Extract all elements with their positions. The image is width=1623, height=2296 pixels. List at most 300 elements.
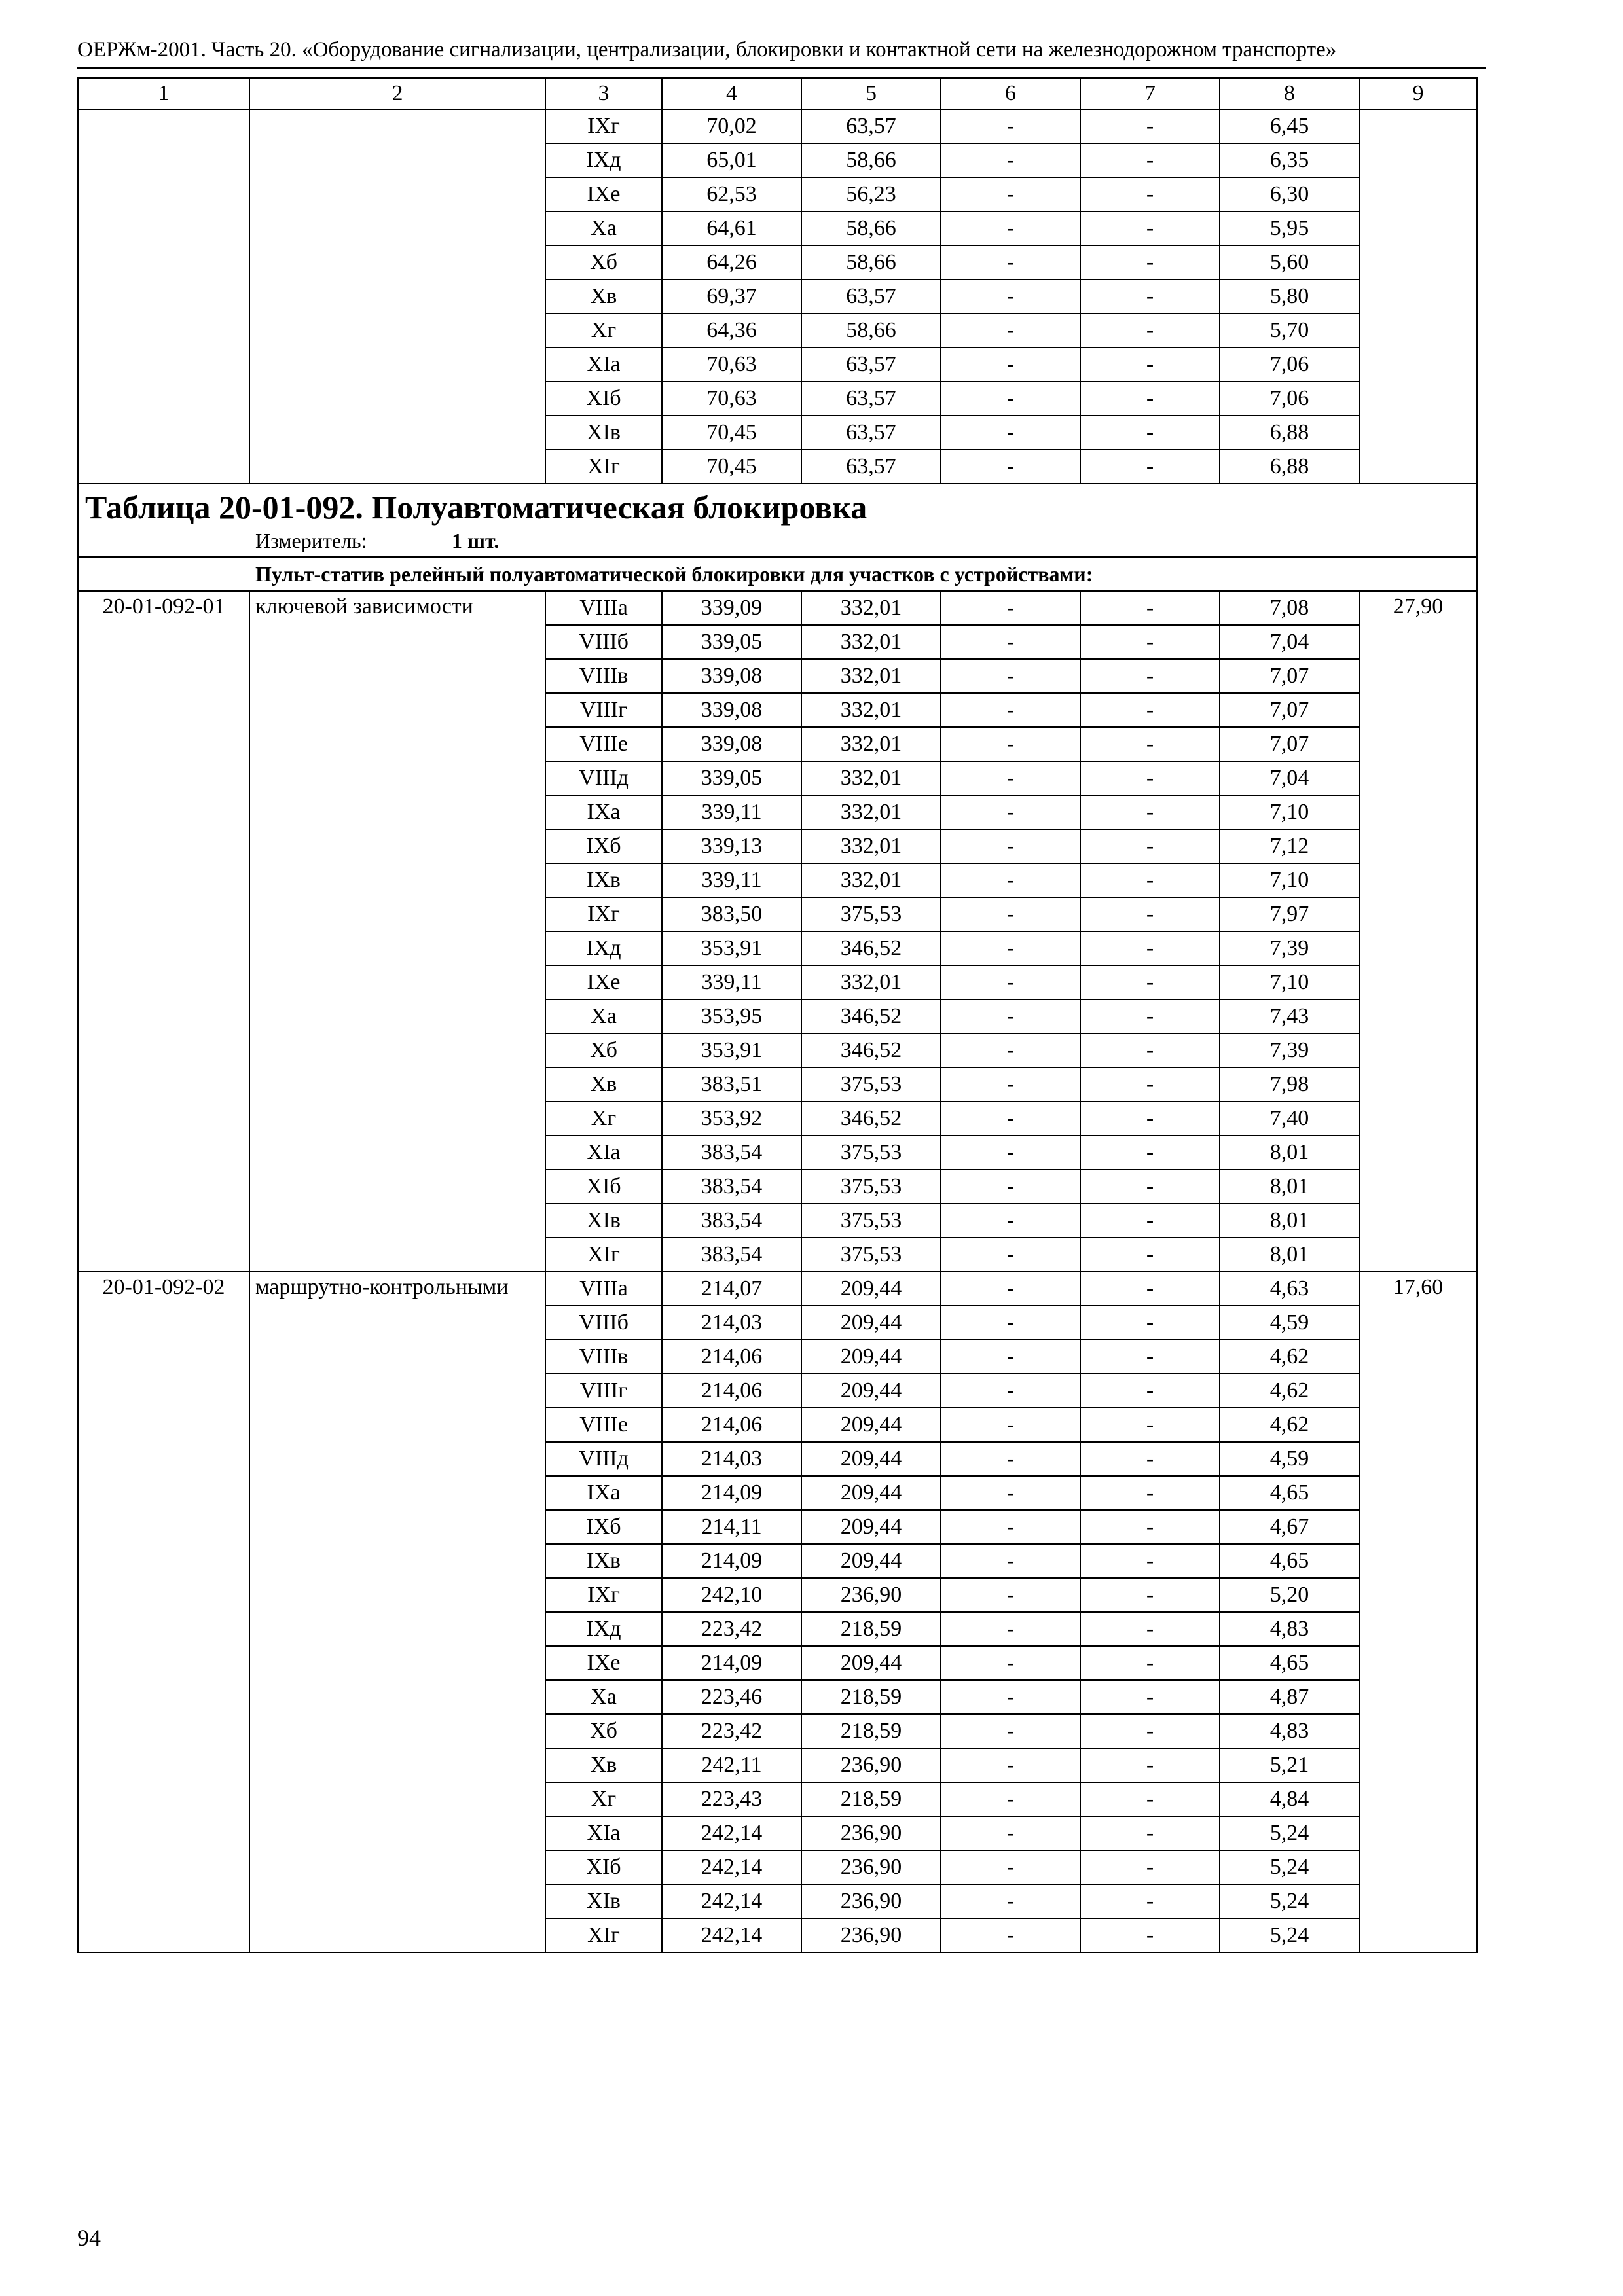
machine-cost-cell: - (941, 450, 1080, 484)
driver-wage-cell: - (1080, 1306, 1220, 1340)
materials-cell: 7,06 (1220, 348, 1359, 382)
labor-cost-cell: 332,01 (801, 795, 941, 829)
materials-cell: 8,01 (1220, 1170, 1359, 1204)
machine-cost-cell: - (941, 625, 1080, 659)
rate-group-cell: XIг (545, 1918, 662, 1952)
machine-cost-cell: - (941, 1033, 1080, 1067)
rate-group-cell: VIIIа (545, 1272, 662, 1306)
machine-cost-cell: - (941, 1238, 1080, 1272)
machine-cost-cell: - (941, 1170, 1080, 1204)
labor-cost-cell: 209,44 (801, 1374, 941, 1408)
materials-cell: 7,40 (1220, 1102, 1359, 1136)
rate-group-cell: IXд (545, 931, 662, 965)
machine-cost-cell: - (941, 727, 1080, 761)
column-number-cell: 3 (545, 78, 662, 109)
direct-costs-cell: 64,36 (662, 314, 801, 348)
rate-group-cell: Xа (545, 999, 662, 1033)
driver-wage-cell: - (1080, 416, 1220, 450)
materials-cell: 4,65 (1220, 1646, 1359, 1680)
machine-cost-cell: - (941, 1408, 1080, 1442)
direct-costs-cell: 383,54 (662, 1204, 801, 1238)
driver-wage-cell: - (1080, 1714, 1220, 1748)
direct-costs-cell: 242,14 (662, 1816, 801, 1850)
machine-cost-cell: - (941, 1067, 1080, 1102)
rate-group-cell: Xб (545, 1033, 662, 1067)
driver-wage-cell: - (1080, 1680, 1220, 1714)
rate-group-cell: IXг (545, 1578, 662, 1612)
driver-wage-cell: - (1080, 1204, 1220, 1238)
machine-cost-cell: - (941, 1204, 1080, 1238)
driver-wage-cell: - (1080, 1476, 1220, 1510)
materials-cell: 6,30 (1220, 177, 1359, 211)
labor-cost-cell: 236,90 (801, 1850, 941, 1884)
driver-wage-cell: - (1080, 1884, 1220, 1918)
driver-wage-cell: - (1080, 1102, 1220, 1136)
column-number-cell: 1 (78, 78, 249, 109)
total-cell (1359, 109, 1477, 484)
materials-cell: 7,10 (1220, 863, 1359, 897)
rate-group-cell: VIIIд (545, 1442, 662, 1476)
machine-cost-cell: - (941, 1544, 1080, 1578)
labor-cost-cell: 332,01 (801, 591, 941, 625)
driver-wage-cell: - (1080, 177, 1220, 211)
labor-cost-cell: 58,66 (801, 245, 941, 279)
materials-cell: 4,83 (1220, 1714, 1359, 1748)
direct-costs-cell: 339,11 (662, 965, 801, 999)
driver-wage-cell: - (1080, 143, 1220, 177)
column-number-cell: 2 (249, 78, 545, 109)
labor-cost-cell: 63,57 (801, 348, 941, 382)
labor-cost-cell: 209,44 (801, 1408, 941, 1442)
materials-cell: 7,07 (1220, 659, 1359, 693)
rate-group-cell: VIIIв (545, 659, 662, 693)
materials-cell: 5,24 (1220, 1918, 1359, 1952)
machine-cost-cell: - (941, 1646, 1080, 1680)
driver-wage-cell: - (1080, 279, 1220, 314)
machine-cost-cell: - (941, 761, 1080, 795)
labor-cost-cell: 209,44 (801, 1442, 941, 1476)
direct-costs-cell: 214,06 (662, 1408, 801, 1442)
labor-cost-cell: 332,01 (801, 829, 941, 863)
rate-group-cell: Xг (545, 1102, 662, 1136)
code-cell: 20-01-092-02 (78, 1272, 249, 1952)
machine-cost-cell: - (941, 1782, 1080, 1816)
machine-cost-cell: - (941, 1816, 1080, 1850)
estimate-table-wrapper (77, 77, 1478, 1953)
driver-wage-cell: - (1080, 829, 1220, 863)
labor-cost-cell: 332,01 (801, 727, 941, 761)
rate-group-cell: XIб (545, 1850, 662, 1884)
direct-costs-cell: 353,92 (662, 1102, 801, 1136)
machine-cost-cell: - (941, 314, 1080, 348)
rate-group-cell: Xб (545, 1714, 662, 1748)
materials-cell: 5,24 (1220, 1850, 1359, 1884)
total-cell: 27,90 (1359, 591, 1477, 1272)
rate-group-cell: VIIIе (545, 727, 662, 761)
direct-costs-cell: 214,09 (662, 1544, 801, 1578)
direct-costs-cell: 242,11 (662, 1748, 801, 1782)
materials-cell: 8,01 (1220, 1204, 1359, 1238)
materials-cell: 7,43 (1220, 999, 1359, 1033)
machine-cost-cell: - (941, 177, 1080, 211)
labor-cost-cell: 375,53 (801, 1238, 941, 1272)
materials-cell: 4,62 (1220, 1340, 1359, 1374)
direct-costs-cell: 383,54 (662, 1238, 801, 1272)
labor-cost-cell: 63,57 (801, 109, 941, 143)
machine-cost-cell: - (941, 1578, 1080, 1612)
rate-group-cell: VIIIб (545, 625, 662, 659)
rate-group-cell: Xа (545, 211, 662, 245)
materials-cell: 4,62 (1220, 1408, 1359, 1442)
materials-cell: 7,10 (1220, 795, 1359, 829)
rate-group-cell: VIIIа (545, 591, 662, 625)
materials-cell: 8,01 (1220, 1238, 1359, 1272)
materials-cell: 4,59 (1220, 1306, 1359, 1340)
direct-costs-cell: 70,63 (662, 382, 801, 416)
rate-group-cell: Xб (545, 245, 662, 279)
machine-cost-cell: - (941, 279, 1080, 314)
materials-cell: 4,84 (1220, 1782, 1359, 1816)
labor-cost-cell: 58,66 (801, 314, 941, 348)
rate-group-cell: XIв (545, 416, 662, 450)
machine-cost-cell: - (941, 863, 1080, 897)
direct-costs-cell: 70,45 (662, 450, 801, 484)
rate-group-cell: VIIIг (545, 1374, 662, 1408)
rate-group-cell: VIIIб (545, 1306, 662, 1340)
driver-wage-cell: - (1080, 1374, 1220, 1408)
driver-wage-cell: - (1080, 761, 1220, 795)
machine-cost-cell: - (941, 211, 1080, 245)
driver-wage-cell: - (1080, 1850, 1220, 1884)
code-cell (78, 109, 249, 484)
materials-cell: 6,88 (1220, 416, 1359, 450)
materials-cell: 4,63 (1220, 1272, 1359, 1306)
driver-wage-cell: - (1080, 591, 1220, 625)
materials-cell: 4,83 (1220, 1612, 1359, 1646)
direct-costs-cell: 339,08 (662, 659, 801, 693)
labor-cost-cell: 209,44 (801, 1272, 941, 1306)
machine-cost-cell: - (941, 1340, 1080, 1374)
machine-cost-cell: - (941, 1272, 1080, 1306)
driver-wage-cell: - (1080, 1067, 1220, 1102)
driver-wage-cell: - (1080, 211, 1220, 245)
rate-group-cell: IXе (545, 1646, 662, 1680)
rate-group-cell: IXб (545, 1510, 662, 1544)
rate-group-cell: Xг (545, 1782, 662, 1816)
rate-group-cell: IXе (545, 177, 662, 211)
machine-cost-cell: - (941, 659, 1080, 693)
rate-group-cell: XIв (545, 1204, 662, 1238)
direct-costs-cell: 69,37 (662, 279, 801, 314)
direct-costs-cell: 214,03 (662, 1442, 801, 1476)
rate-group-cell: VIIIд (545, 761, 662, 795)
name-cell (249, 109, 545, 484)
labor-cost-cell: 375,53 (801, 1067, 941, 1102)
direct-costs-cell: 223,42 (662, 1714, 801, 1748)
labor-cost-cell: 218,59 (801, 1782, 941, 1816)
rate-group-cell: IXв (545, 1544, 662, 1578)
labor-cost-cell: 375,53 (801, 1170, 941, 1204)
rate-group-cell: IXд (545, 143, 662, 177)
labor-cost-cell: 332,01 (801, 965, 941, 999)
page-number: 94 (77, 2225, 101, 2251)
driver-wage-cell: - (1080, 1578, 1220, 1612)
materials-cell: 5,24 (1220, 1816, 1359, 1850)
machine-cost-cell: - (941, 1850, 1080, 1884)
machine-cost-cell: - (941, 693, 1080, 727)
materials-cell: 6,88 (1220, 450, 1359, 484)
direct-costs-cell: 214,06 (662, 1374, 801, 1408)
column-number-cell: 7 (1080, 78, 1220, 109)
direct-costs-cell: 70,45 (662, 416, 801, 450)
rate-group-cell: VIIIг (545, 693, 662, 727)
labor-cost-cell: 332,01 (801, 659, 941, 693)
table-title: Таблица 20-01-092. Полуавтоматическая блокировка (85, 489, 867, 526)
direct-costs-cell: 62,53 (662, 177, 801, 211)
rate-group-cell: Xв (545, 1067, 662, 1102)
labor-cost-cell: 375,53 (801, 1136, 941, 1170)
materials-cell: 7,04 (1220, 625, 1359, 659)
rate-group-cell: XIа (545, 1136, 662, 1170)
direct-costs-cell: 214,03 (662, 1306, 801, 1340)
driver-wage-cell: - (1080, 897, 1220, 931)
machine-cost-cell: - (941, 1680, 1080, 1714)
driver-wage-cell: - (1080, 450, 1220, 484)
machine-cost-cell: - (941, 897, 1080, 931)
machine-cost-cell: - (941, 1714, 1080, 1748)
labor-cost-cell: 375,53 (801, 897, 941, 931)
direct-costs-cell: 242,14 (662, 1850, 801, 1884)
materials-cell: 7,07 (1220, 727, 1359, 761)
driver-wage-cell: - (1080, 1170, 1220, 1204)
labor-cost-cell: 332,01 (801, 761, 941, 795)
direct-costs-cell: 339,11 (662, 795, 801, 829)
direct-costs-cell: 353,91 (662, 931, 801, 965)
name-cell: ключевой зависимости (249, 591, 545, 1272)
materials-cell: 7,04 (1220, 761, 1359, 795)
direct-costs-cell: 214,06 (662, 1340, 801, 1374)
table-row (78, 1272, 1477, 1306)
materials-cell: 4,67 (1220, 1510, 1359, 1544)
driver-wage-cell: - (1080, 1918, 1220, 1952)
labor-cost-cell: 63,57 (801, 279, 941, 314)
machine-cost-cell: - (941, 931, 1080, 965)
materials-cell: 4,62 (1220, 1374, 1359, 1408)
materials-cell: 7,98 (1220, 1067, 1359, 1102)
labor-cost-cell: 346,52 (801, 1033, 941, 1067)
machine-cost-cell: - (941, 245, 1080, 279)
driver-wage-cell: - (1080, 314, 1220, 348)
machine-cost-cell: - (941, 1510, 1080, 1544)
code-cell: 20-01-092-01 (78, 591, 249, 1272)
driver-wage-cell: - (1080, 659, 1220, 693)
direct-costs-cell: 339,05 (662, 625, 801, 659)
rate-group-cell: Xг (545, 314, 662, 348)
direct-costs-cell: 70,63 (662, 348, 801, 382)
machine-cost-cell: - (941, 1884, 1080, 1918)
direct-costs-cell: 339,08 (662, 693, 801, 727)
rate-group-cell: Xв (545, 279, 662, 314)
driver-wage-cell: - (1080, 1033, 1220, 1067)
column-number-cell: 6 (941, 78, 1080, 109)
direct-costs-cell: 64,61 (662, 211, 801, 245)
labor-cost-cell: 218,59 (801, 1680, 941, 1714)
driver-wage-cell: - (1080, 109, 1220, 143)
direct-costs-cell: 383,51 (662, 1067, 801, 1102)
materials-cell: 7,39 (1220, 931, 1359, 965)
labor-cost-cell: 332,01 (801, 693, 941, 727)
machine-cost-cell: - (941, 1374, 1080, 1408)
driver-wage-cell: - (1080, 1442, 1220, 1476)
machine-cost-cell: - (941, 382, 1080, 416)
materials-cell: 5,21 (1220, 1748, 1359, 1782)
labor-cost-cell: 209,44 (801, 1544, 941, 1578)
direct-costs-cell: 223,42 (662, 1612, 801, 1646)
machine-cost-cell: - (941, 1476, 1080, 1510)
labor-cost-cell: 236,90 (801, 1578, 941, 1612)
materials-cell: 7,39 (1220, 1033, 1359, 1067)
driver-wage-cell: - (1080, 693, 1220, 727)
labor-cost-cell: 346,52 (801, 999, 941, 1033)
rate-group-cell: XIв (545, 1884, 662, 1918)
column-number-row (78, 78, 1477, 109)
driver-wage-cell: - (1080, 1816, 1220, 1850)
machine-cost-cell: - (941, 143, 1080, 177)
table-row (78, 591, 1477, 625)
machine-cost-cell: - (941, 1306, 1080, 1340)
machine-cost-cell: - (941, 416, 1080, 450)
direct-costs-cell: 339,05 (662, 761, 801, 795)
machine-cost-cell: - (941, 591, 1080, 625)
materials-cell: 5,20 (1220, 1578, 1359, 1612)
direct-costs-cell: 223,46 (662, 1680, 801, 1714)
unit-line (85, 528, 1474, 556)
driver-wage-cell: - (1080, 382, 1220, 416)
machine-cost-cell: - (941, 109, 1080, 143)
direct-costs-cell: 353,91 (662, 1033, 801, 1067)
materials-cell: 5,95 (1220, 211, 1359, 245)
machine-cost-cell: - (941, 795, 1080, 829)
direct-costs-cell: 242,10 (662, 1578, 801, 1612)
machine-cost-cell: - (941, 1748, 1080, 1782)
machine-cost-cell: - (941, 1136, 1080, 1170)
materials-cell: 4,59 (1220, 1442, 1359, 1476)
table-body (78, 78, 1477, 1952)
materials-cell: 5,70 (1220, 314, 1359, 348)
machine-cost-cell: - (941, 999, 1080, 1033)
direct-costs-cell: 339,13 (662, 829, 801, 863)
labor-cost-cell: 209,44 (801, 1476, 941, 1510)
direct-costs-cell: 214,07 (662, 1272, 801, 1306)
labor-cost-cell: 236,90 (801, 1816, 941, 1850)
rate-group-cell: Xв (545, 1748, 662, 1782)
labor-cost-cell: 63,57 (801, 450, 941, 484)
materials-cell: 7,12 (1220, 829, 1359, 863)
estimate-table (77, 77, 1478, 1953)
rate-group-cell: IXа (545, 795, 662, 829)
column-number-cell: 5 (801, 78, 941, 109)
direct-costs-cell: 339,11 (662, 863, 801, 897)
direct-costs-cell: 339,08 (662, 727, 801, 761)
materials-cell: 6,45 (1220, 109, 1359, 143)
machine-cost-cell: - (941, 1442, 1080, 1476)
rate-group-cell: IXе (545, 965, 662, 999)
column-number-cell: 9 (1359, 78, 1477, 109)
name-cell: маршрутно-контрольными (249, 1272, 545, 1952)
materials-cell: 5,60 (1220, 245, 1359, 279)
labor-cost-cell: 56,23 (801, 177, 941, 211)
total-cell: 17,60 (1359, 1272, 1477, 1952)
driver-wage-cell: - (1080, 1544, 1220, 1578)
rate-group-cell: IXг (545, 109, 662, 143)
materials-cell: 7,08 (1220, 591, 1359, 625)
labor-cost-cell: 209,44 (801, 1306, 941, 1340)
materials-cell: 4,65 (1220, 1476, 1359, 1510)
rate-group-cell: Xа (545, 1680, 662, 1714)
materials-cell: 5,80 (1220, 279, 1359, 314)
driver-wage-cell: - (1080, 625, 1220, 659)
driver-wage-cell: - (1080, 348, 1220, 382)
labor-cost-cell: 63,57 (801, 416, 941, 450)
materials-cell: 8,01 (1220, 1136, 1359, 1170)
driver-wage-cell: - (1080, 1272, 1220, 1306)
driver-wage-cell: - (1080, 931, 1220, 965)
rate-group-cell: IXа (545, 1476, 662, 1510)
materials-cell: 5,24 (1220, 1884, 1359, 1918)
labor-cost-cell: 346,52 (801, 931, 941, 965)
materials-cell: 7,97 (1220, 897, 1359, 931)
driver-wage-cell: - (1080, 245, 1220, 279)
direct-costs-cell: 70,02 (662, 109, 801, 143)
rate-group-cell: IXв (545, 863, 662, 897)
column-number-cell: 4 (662, 78, 801, 109)
driver-wage-cell: - (1080, 727, 1220, 761)
labor-cost-cell: 209,44 (801, 1510, 941, 1544)
driver-wage-cell: - (1080, 1510, 1220, 1544)
labor-cost-cell: 209,44 (801, 1340, 941, 1374)
driver-wage-cell: - (1080, 1340, 1220, 1374)
labor-cost-cell: 209,44 (801, 1646, 941, 1680)
direct-costs-cell: 64,26 (662, 245, 801, 279)
labor-cost-cell: 218,59 (801, 1612, 941, 1646)
machine-cost-cell: - (941, 1918, 1080, 1952)
labor-cost-cell: 63,57 (801, 382, 941, 416)
labor-cost-cell: 332,01 (801, 863, 941, 897)
rate-group-cell: IXб (545, 829, 662, 863)
driver-wage-cell: - (1080, 1748, 1220, 1782)
materials-cell: 4,65 (1220, 1544, 1359, 1578)
driver-wage-cell: - (1080, 1646, 1220, 1680)
running-header: ОЕРЖм-2001. Часть 20. «Оборудование сигнализации, централизации, блокировки и контактной сети на железнодорожном транспорте» (77, 38, 1337, 62)
table-row (78, 109, 1477, 143)
machine-cost-cell: - (941, 829, 1080, 863)
direct-costs-cell: 339,09 (662, 591, 801, 625)
rate-group-cell: XIб (545, 1170, 662, 1204)
rate-group-cell: XIг (545, 1238, 662, 1272)
section-subheading-row (78, 557, 1477, 591)
rate-group-cell: XIб (545, 382, 662, 416)
labor-cost-cell: 236,90 (801, 1884, 941, 1918)
rate-group-cell: IXг (545, 897, 662, 931)
unit-label: Измеритель: (255, 529, 367, 552)
labor-cost-cell: 236,90 (801, 1748, 941, 1782)
materials-cell: 7,10 (1220, 965, 1359, 999)
table-caption (78, 484, 1477, 557)
labor-cost-cell: 218,59 (801, 1714, 941, 1748)
direct-costs-cell: 383,54 (662, 1136, 801, 1170)
labor-cost-cell: 332,01 (801, 625, 941, 659)
materials-cell: 6,35 (1220, 143, 1359, 177)
